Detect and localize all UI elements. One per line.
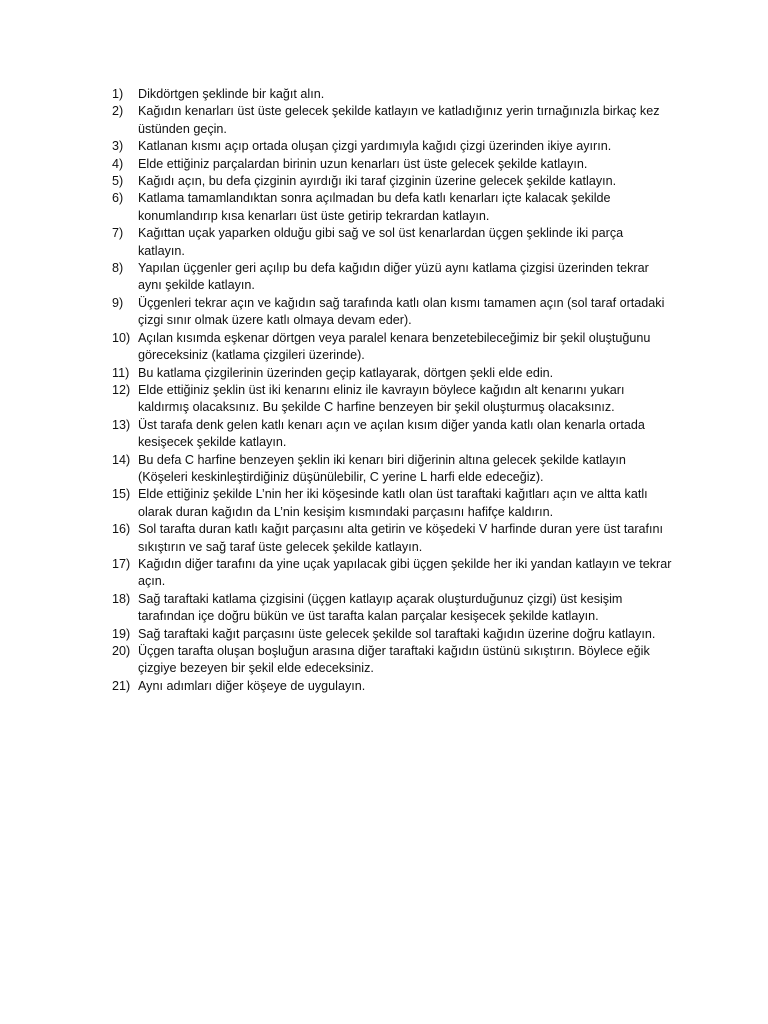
- instruction-step: [112, 365, 672, 382]
- step-number: 2): [112, 104, 124, 119]
- step-text: Bu defa C harfine benzeyen şeklin iki kenarı biri diğerinin altına gelecek şekilde katlayın (Köşeleri keskinleştirdiğiniz düşünülebilir, C yerine L harfi elde edeceğiz).: [138, 452, 626, 484]
- instruction-step: [112, 138, 672, 155]
- instruction-step: [112, 382, 672, 417]
- instruction-step: [112, 330, 672, 365]
- step-text: Kağıttan uçak yaparken olduğu gibi sağ ve sol üst kenarlardan üçgen şeklinde iki parça katlayın.: [138, 226, 624, 258]
- step-text: Katlanan kısmı açıp ortada oluşan çizgi yardımıyla kağıdı çizgi üzerinden ikiye ayırın.: [138, 139, 612, 154]
- instruction-step: [112, 225, 672, 260]
- instruction-step: [112, 103, 672, 138]
- instruction-step: [112, 452, 672, 487]
- instruction-step: [112, 295, 672, 330]
- instruction-step: [112, 678, 672, 695]
- step-text: Üçgen tarafta oluşan boşluğun arasına diğer taraftaki kağıdın üstünü sıkıştırın. Böylece eğik çizgiye bezeyen bir şekil elde edeceksiniz.: [138, 644, 650, 676]
- step-text: Elde ettiğiniz şekilde L’nin her iki köşesinde katlı olan üst taraftaki kağıtları açın ve altta katlı olarak duran kağıdın da L’nin kesişim kısmındaki parçasını hafifçe kaldırın.: [138, 487, 648, 519]
- step-number: 14): [112, 452, 131, 467]
- instruction-step: [112, 486, 672, 521]
- step-number: 9): [112, 295, 124, 310]
- instruction-step: [112, 643, 672, 678]
- step-text: Elde ettiğiniz şeklin üst iki kenarını eliniz ile kavrayın böylece kağıdın alt kenarını yukarı kaldırmış olacaksınız. Bu şekilde C harfine benzeyen bir şekil oluşturmuş olacaksınız.: [138, 382, 625, 415]
- step-number: 1): [112, 87, 124, 101]
- step-text: Kağıdı açın, bu defa çizginin ayırdığı iki taraf çizginin üzerine gelecek şekilde katlayın.: [138, 174, 617, 189]
- instruction-list: [112, 86, 672, 695]
- instruction-step: [112, 556, 672, 591]
- step-number: 8): [112, 261, 124, 276]
- step-number: 15): [112, 487, 131, 502]
- step-number: 10): [112, 330, 131, 345]
- step-number: 21): [112, 678, 131, 693]
- step-number: 20): [112, 644, 131, 658]
- instruction-step: [112, 260, 672, 295]
- step-number: 12): [112, 382, 131, 397]
- step-text: Sağ taraftaki kağıt parçasını üste gelecek şekilde sol taraftaki kağıdın üzerine doğru katlayın.: [138, 626, 656, 641]
- instruction-step: [112, 190, 672, 225]
- instruction-step: [112, 591, 672, 626]
- instruction-step: [112, 86, 672, 103]
- step-text: Elde ettiğiniz parçalardan birinin uzun kenarları üst üste gelecek şekilde katlayın.: [138, 156, 588, 171]
- step-text: Kağıdın diğer tarafını da yine uçak yapılacak gibi üçgen şekilde her iki yandan katlayın ve tekrar açın.: [138, 556, 672, 589]
- instruction-step: [112, 521, 672, 556]
- step-text: Sol tarafta duran katlı kağıt parçasını alta getirin ve köşedeki V harfinde duran yere üst tarafını sıkıştırın ve sağ taraf üste gelecek şekilde katlayın.: [138, 522, 664, 554]
- step-number: 11): [112, 365, 130, 380]
- step-text: Dikdörtgen şeklinde bir kağıt alın.: [138, 87, 325, 101]
- step-number: 7): [112, 226, 124, 241]
- step-text: Bu katlama çizgilerinin üzerinden geçip katlayarak, dörtgen şekli elde edin.: [138, 365, 554, 380]
- step-number: 3): [112, 139, 124, 154]
- instruction-step: [112, 626, 672, 643]
- step-number: 5): [112, 174, 124, 189]
- step-number: 19): [112, 626, 131, 641]
- step-number: 17): [112, 556, 131, 571]
- step-text: Açılan kısımda eşkenar dörtgen veya paralel kenara benzetebileceğimiz bir şekil oluştuğunu göreceksiniz (katlama çizgileri üzerinde).: [138, 330, 651, 363]
- instruction-step: [112, 417, 672, 452]
- instruction-step: [112, 173, 672, 190]
- step-number: 4): [112, 156, 124, 171]
- step-text: Aynı adımları diğer köşeye de uygulayın.: [138, 678, 366, 693]
- step-number: 18): [112, 591, 131, 606]
- step-text: Üst tarafa denk gelen katlı kenarı açın ve açılan kısım diğer yanda katlı olan kenarla ortada kesişecek şekilde katlayın.: [138, 417, 645, 450]
- step-number: 16): [112, 522, 131, 537]
- step-text: Kağıdın kenarları üst üste gelecek şekilde katlayın ve katladığınız yerin tırnağınızla birkaç kez üstünden geçin.: [138, 104, 660, 136]
- instruction-step: [112, 156, 672, 173]
- step-text: Yapılan üçgenler geri açılıp bu defa kağıdın diğer yüzü aynı katlama çizgisi üzerinden tekrar aynı şekilde katlayın.: [138, 261, 649, 293]
- step-text: Katlama tamamlandıktan sonra açılmadan bu defa katlı kenarları içte kalacak şekilde konumlandırıp kısa kenarları üst üste getirip tekrardan katlayın.: [138, 191, 611, 223]
- step-number: 13): [112, 417, 131, 432]
- step-text: Sağ taraftaki katlama çizgisini (üçgen katlayıp açarak oluşturduğunuz çizgi) üst kesişim tarafından içe doğru bükün ve üst tarafta kalan parçalar kesişecek şekilde katlayın.: [138, 591, 623, 624]
- step-number: 6): [112, 191, 124, 206]
- step-text: Üçgenleri tekrar açın ve kağıdın sağ tarafında katlı olan kısmı tamamen açın (sol taraf ortadaki çizgi sınır olmak üzere katlı olmaya devam eder).: [138, 295, 665, 328]
